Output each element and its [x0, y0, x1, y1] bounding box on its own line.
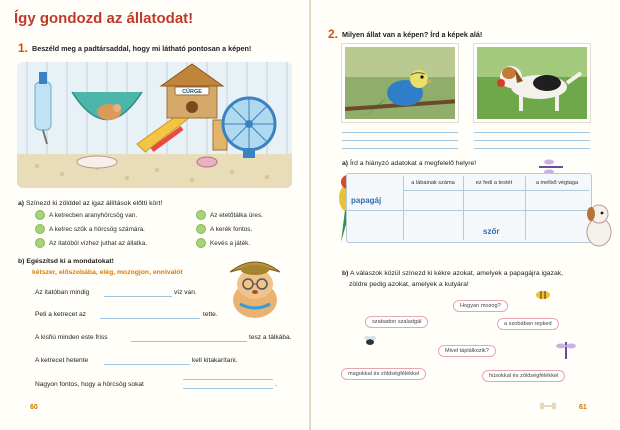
answer-line[interactable]	[100, 318, 200, 319]
page-number: 60	[30, 404, 38, 411]
question-bubble: Mivel táplálkozik?	[438, 345, 496, 357]
option-text: Az etetőtálka üres.	[210, 211, 263, 219]
sentence-3-end: tesz a tálkába.	[249, 334, 292, 341]
task1-instruction: Beszéld meg a padtársaddal, hogy mi látható pontosan a képen!	[32, 44, 252, 53]
table-divider	[525, 176, 526, 240]
option-row[interactable]	[196, 224, 252, 234]
task1b-text: Egészítsd ki a mondatokat!	[26, 258, 114, 265]
answer-bubble[interactable]: a szobában repked	[497, 318, 559, 330]
fly-icon	[363, 335, 377, 347]
task2b-text-2: zöldre pedig azokat, amelyek a kutyára!	[349, 281, 469, 288]
dog-illustration	[581, 200, 617, 250]
answer-line[interactable]	[342, 148, 458, 149]
question-bubble: Hogyan mozog?	[453, 300, 508, 312]
right-page	[311, 0, 620, 430]
answer-bubble[interactable]: magokkal és zöldségfélékkel	[341, 368, 426, 380]
table-animal-cell: papagáj	[351, 196, 382, 205]
bone-icon	[539, 402, 557, 410]
task1a-label: a)	[18, 200, 25, 207]
answer-line[interactable]	[131, 341, 247, 342]
answer-circle[interactable]	[35, 224, 45, 234]
budgie-photo	[342, 44, 458, 122]
task2a-text: Írd a hiányzó adatokat a megfelelő helyre!	[349, 160, 477, 167]
option-text: A ketrecben aranyhörcsög van.	[49, 211, 138, 219]
answer-line[interactable]	[474, 140, 590, 141]
table-divider	[346, 210, 592, 211]
dragonfly-icon	[555, 340, 577, 360]
answer-circle[interactable]	[196, 224, 206, 234]
answer-line[interactable]	[104, 296, 172, 297]
answer-line[interactable]	[474, 132, 590, 133]
page-title: Így gondozd az állatodat!	[14, 10, 194, 27]
hamster-with-hat-illustration	[222, 254, 288, 320]
answer-line[interactable]	[342, 132, 458, 133]
answer-circle[interactable]	[196, 238, 206, 248]
cage-drawing	[17, 62, 292, 188]
left-page	[0, 0, 309, 430]
task2-number: 2.	[328, 27, 339, 41]
bee-icon	[533, 290, 553, 300]
table-header: ez fedi a testét	[463, 176, 525, 191]
option-text: Kevés a játék.	[210, 239, 251, 247]
answer-line[interactable]	[104, 364, 190, 365]
option-row[interactable]	[196, 210, 263, 220]
task1b-instruction	[18, 258, 114, 265]
sentence-2-end: tette.	[203, 311, 218, 318]
answer-bubble[interactable]: húsokkal és zöldségfélékkel	[482, 370, 565, 382]
answer-bubble[interactable]: szabadon szaladgál	[365, 316, 428, 328]
answer-circle[interactable]	[35, 238, 45, 248]
sentence-5-end: .	[275, 381, 277, 388]
answer-line[interactable]	[183, 379, 273, 380]
task2a-label: a)	[342, 160, 349, 167]
sentence-2-start: Peti a ketrecet az	[35, 311, 86, 318]
sentence-4-end: kell kitakarítani.	[192, 357, 238, 364]
answer-line[interactable]	[474, 148, 590, 149]
task1a-instruction	[18, 200, 162, 207]
word-bank: kétszer, előszobába, elég, mozogjon, ennivalót	[32, 269, 183, 276]
task2b-label: b)	[342, 270, 349, 277]
answer-line[interactable]	[183, 388, 273, 389]
option-row[interactable]	[196, 238, 250, 248]
task2-instruction: Milyen állat van a képen? Írd a képek alá!	[342, 30, 483, 39]
option-row[interactable]	[35, 210, 137, 220]
option-text: A kerék fontos.	[210, 225, 253, 233]
answer-circle[interactable]	[35, 210, 45, 220]
table-cell-answer: szőr	[483, 227, 500, 236]
table-divider	[463, 176, 464, 240]
dog-image	[477, 47, 590, 122]
sentence-4-start: A ketrecet hetente	[35, 357, 89, 364]
task2b-text-1: A válaszok közül színezd ki kékre azokat, amelyek a papagájra igazak,	[349, 270, 564, 277]
sentence-3-start: A kisfiú minden este friss	[35, 334, 108, 341]
task2a-instruction	[342, 160, 476, 167]
option-text: Az itatóból vízhez juthat az állatka.	[49, 239, 148, 247]
task1a-text: Színezd ki zölddel az igaz állítások előtti kört!	[25, 200, 163, 207]
budgie-image	[345, 47, 458, 122]
sentence-1-start: Az itatóban mindig	[35, 289, 90, 296]
answer-circle[interactable]	[196, 210, 206, 220]
cage-sign-text: CÜRGE	[182, 89, 202, 95]
task2b-instruction-1	[342, 270, 563, 277]
sentence-5-start: Nagyon fontos, hogy a hörcsög sokat	[35, 381, 144, 388]
page-number: 61	[579, 404, 587, 411]
option-text: A ketrec szűk a hörcsög számára.	[49, 225, 145, 233]
hamster-cage-illustration	[17, 62, 292, 188]
option-row[interactable]	[35, 238, 147, 248]
task1b-label: b)	[18, 258, 25, 265]
table-header: a lábainak száma	[403, 176, 463, 191]
table-divider	[403, 176, 404, 240]
task1-number: 1.	[18, 41, 29, 55]
option-row[interactable]	[35, 224, 145, 234]
sentence-1-end: víz van.	[174, 289, 197, 296]
answer-line[interactable]	[342, 140, 458, 141]
table-header: a mellső végtaga	[525, 176, 589, 191]
dog-photo	[474, 44, 590, 122]
